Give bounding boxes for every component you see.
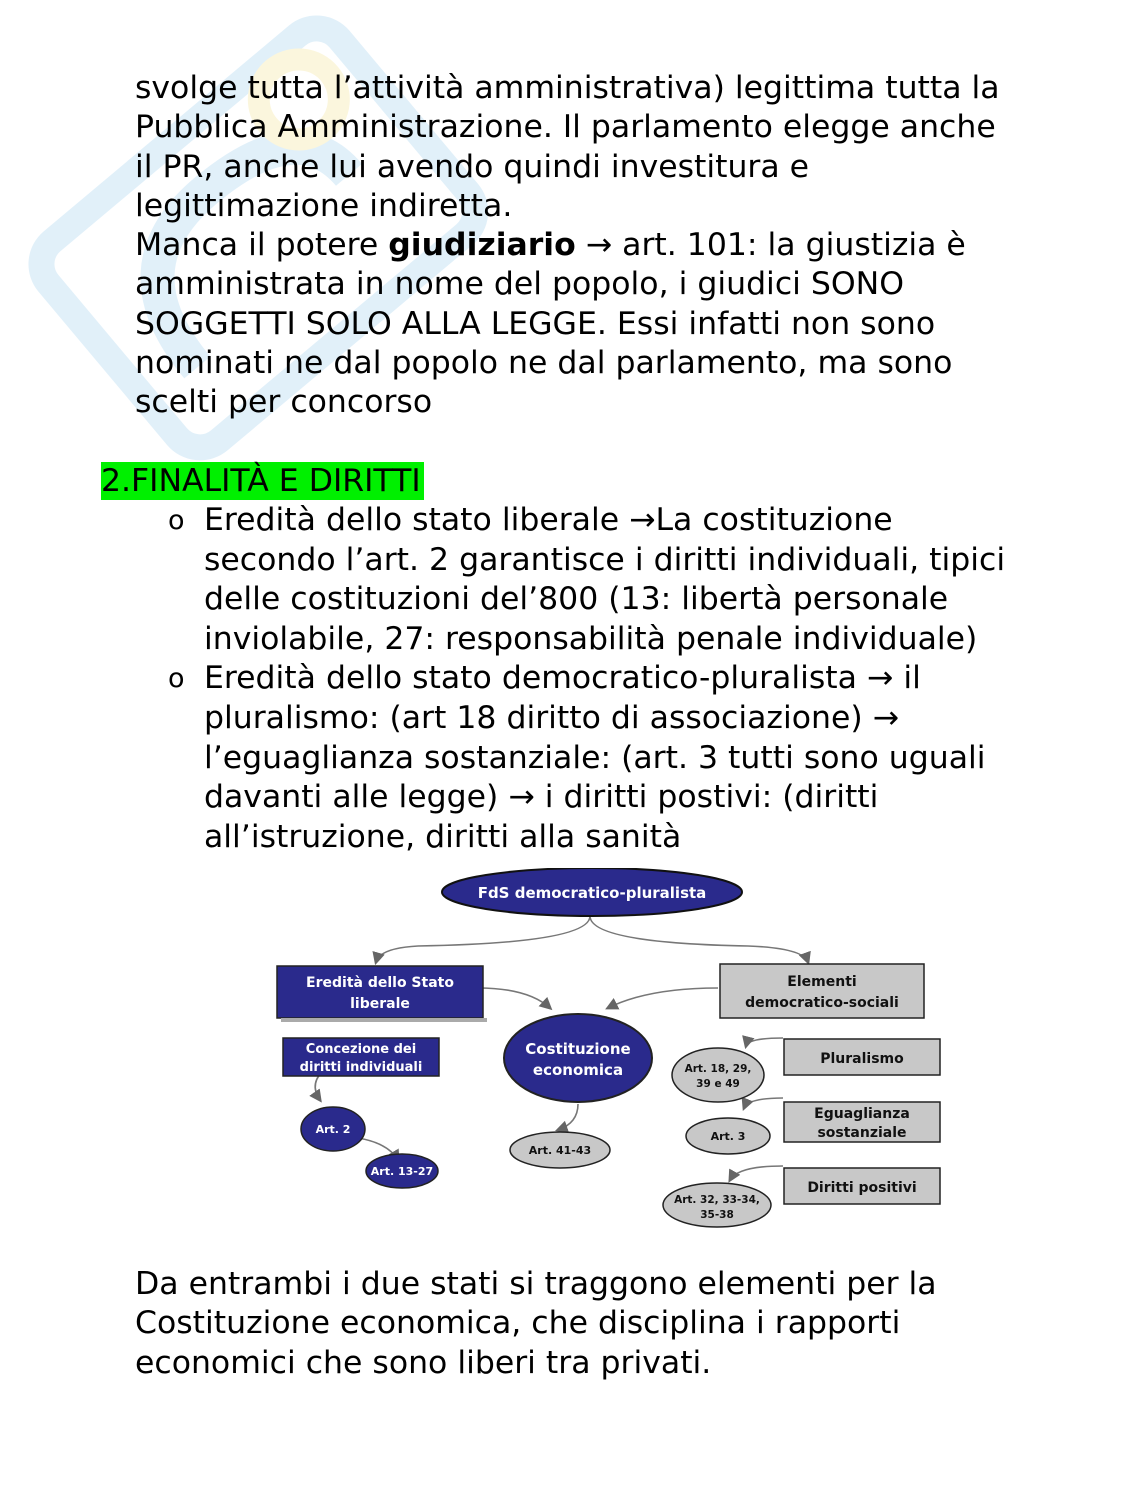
concept-diagram bbox=[268, 868, 948, 1228]
eguaglianza-line: Eguaglianza bbox=[814, 1106, 910, 1122]
connector bbox=[558, 1104, 578, 1130]
paragraph-judiciary bbox=[135, 226, 1095, 422]
concezione-line: Concezione dei bbox=[305, 1042, 417, 1057]
art32-line: 35-38 bbox=[700, 1209, 734, 1221]
root-label: FdS democratico-pluralista bbox=[477, 884, 707, 902]
center-line: Costituzione bbox=[525, 1040, 631, 1058]
text-line bbox=[135, 226, 1095, 265]
text-line: all’istruzione, diritti alla sanità bbox=[204, 818, 682, 855]
text-line: pluralismo: (art 18 diritto di associazione) → bbox=[204, 699, 900, 736]
pluralismo-label: Pluralismo bbox=[820, 1051, 904, 1067]
art13-label: Art. 13-27 bbox=[370, 1165, 434, 1178]
bold-term: giudiziario bbox=[388, 227, 576, 263]
right-box-line: democratico-sociali bbox=[745, 995, 899, 1011]
text-line: il PR, anche lui avendo quindi investitura e bbox=[135, 148, 810, 185]
bullet-marker: o bbox=[168, 505, 185, 536]
paragraph-bottom bbox=[135, 1265, 1095, 1383]
art32-line: Art. 32, 33-34, bbox=[674, 1194, 760, 1206]
text-line: inviolabile, 27: responsabilità penale individuale) bbox=[204, 620, 978, 657]
paragraph-top bbox=[135, 69, 1095, 226]
connector bbox=[608, 988, 718, 1008]
text-line: legittimazione indiretta. bbox=[135, 187, 513, 224]
text-line: davanti alle legge) → i diritti postivi: (diritti bbox=[204, 779, 879, 816]
text-line: Costituzione economica, che disciplina i rapporti bbox=[135, 1305, 901, 1342]
text-line: Pubblica Amministrazione. Il parlamento elegge anche bbox=[135, 109, 996, 146]
text-line: economici che sono liberi tra privati. bbox=[135, 1344, 712, 1381]
art2-label: Art. 2 bbox=[315, 1123, 351, 1136]
list-item bbox=[168, 659, 1005, 857]
text-line: delle costituzioni del’800 (13: libertà personale bbox=[204, 581, 949, 618]
left-box-line: liberale bbox=[350, 996, 410, 1012]
text-line: Da entrambi i due stati si traggono elementi per la bbox=[135, 1266, 937, 1302]
list-item bbox=[168, 501, 1005, 659]
text-line: SOGGETTI SOLO ALLA LEGGE. Essi infatti non sono bbox=[135, 305, 936, 342]
right-box-line: Elementi bbox=[787, 974, 857, 990]
connector bbox=[744, 1098, 783, 1108]
bullet-list bbox=[168, 501, 1005, 857]
text-line: scelti per concorso bbox=[135, 384, 433, 421]
connector bbox=[730, 1166, 783, 1180]
center-node bbox=[504, 1014, 652, 1102]
text-lead: Manca il potere bbox=[135, 227, 389, 263]
text-line: Eredità dello stato liberale →La costituzione bbox=[204, 502, 893, 538]
text-line: l’eguaglianza sostanziale: (art. 3 tutti sono uguali bbox=[204, 739, 986, 776]
text-line: nominati ne dal popolo ne dal parlamento, ma sono bbox=[135, 344, 953, 381]
left-box-line: Eredità dello Stato bbox=[306, 975, 454, 991]
concezione-line: diritti individuali bbox=[299, 1060, 423, 1075]
connector bbox=[478, 988, 550, 1008]
art3-label: Art. 3 bbox=[710, 1130, 746, 1143]
eguaglianza-line: sostanziale bbox=[817, 1125, 907, 1141]
connector bbox=[746, 1038, 783, 1046]
text-rest: → art. 101: la giustizia è bbox=[575, 227, 966, 263]
diritti-positivi-label: Diritti positivi bbox=[807, 1180, 917, 1196]
art41-label: Art. 41-43 bbox=[528, 1144, 592, 1157]
center-line: economica bbox=[532, 1061, 624, 1079]
section-heading: 2.FINALITÀ E DIRITTI bbox=[101, 462, 424, 500]
art18-node bbox=[672, 1048, 764, 1102]
text-line: secondo l’art. 2 garantisce i diritti individuali, tipici bbox=[204, 541, 1006, 578]
text-line: Eredità dello stato democratico-pluralista → il bbox=[204, 660, 921, 697]
connector bbox=[590, 916, 808, 962]
art18-line: Art. 18, 29, bbox=[684, 1063, 752, 1075]
text-line: svolge tutta l’attività amministrativa) legittima tutta la bbox=[135, 70, 1000, 106]
bullet-marker: o bbox=[168, 663, 185, 695]
text-line: amministrata in nome del popolo, i giudici SONO bbox=[135, 266, 905, 303]
connector bbox=[376, 916, 590, 962]
art18-line: 39 e 49 bbox=[696, 1078, 740, 1090]
